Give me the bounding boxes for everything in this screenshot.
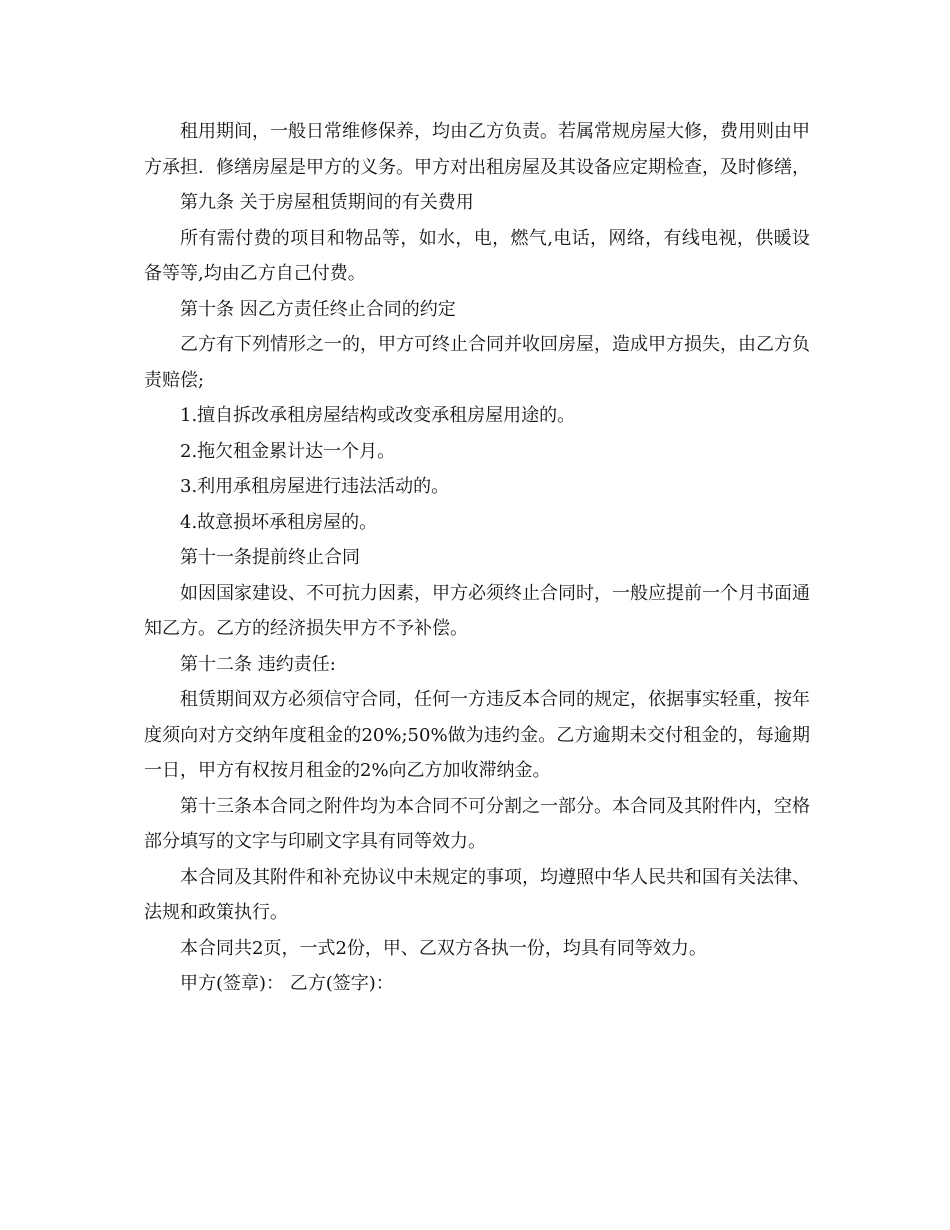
paragraph-termination-conditions: 乙方有下列情形之一的，甲方可终止合同并收回房屋，造成甲方损失，由乙方负责赔偿; bbox=[144, 334, 810, 391]
document-body bbox=[144, 114, 810, 1002]
heading-article-9: 第九条 关于房屋租赁期间的有关费用 bbox=[180, 192, 474, 213]
paragraph-maintenance: 租用期间，一般日常维修保养，均由乙方负责。若属常规房屋大修，费用则由甲方承担．修缮房屋是甲方的义务。甲方对出租房屋及其设备应定期检查，及时修缮， bbox=[144, 121, 810, 178]
list-item-4: 4.故意损坏承租房屋的。 bbox=[180, 511, 378, 533]
paragraph-liability: 租赁期间双方必须信守合同，任何一方违反本合同的规定，依据事实轻重，按年度须向对方交纳年度租金的20%;50%做为违约金。乙方逾期未交付租金的，每逾期一日，甲方有权按月租金的2%向乙方加收滞纳金。 bbox=[144, 689, 810, 781]
paragraph-early-termination: 如因国家建设、不可抗力因素，甲方必须终止合同时，一般应提前一个月书面通知乙方。乙方的经济损失甲方不予补偿。 bbox=[144, 582, 810, 639]
paragraph-article-13: 第十三条本合同之附件均为本合同不可分割之一部分。本合同及其附件内，空格部分填写的文字与印刷文字具有同等效力。 bbox=[144, 795, 810, 852]
list-item-1: 1.擅自拆改承租房屋结构或改变承租房屋用途的。 bbox=[180, 405, 576, 426]
heading-article-11: 第十一条提前终止合同 bbox=[180, 547, 360, 568]
heading-article-10: 第十条 因乙方责任终止合同的约定 bbox=[180, 298, 456, 320]
paragraph-copies: 本合同共2页，一式2份，甲、乙双方各执一份，均具有同等效力。 bbox=[180, 937, 707, 959]
signature-line: 甲方(签章)： 乙方(签字)： bbox=[180, 973, 394, 994]
paragraph-fees: 所有需付费的项目和物品等，如水，电，燃气,电话，网络，有线电视，供暖设备等等,均由乙方自己付费。 bbox=[144, 227, 810, 284]
heading-article-12: 第十二条 违约责任: bbox=[180, 653, 336, 675]
paragraph-law: 本合同及其附件和补充协议中未规定的事项，均遵照中华人民共和国有关法律、法规和政策执行。 bbox=[144, 866, 810, 923]
list-item-2: 2.拖欠租金累计达一个月。 bbox=[180, 440, 396, 462]
list-item-3: 3.利用承租房屋进行违法活动的。 bbox=[180, 476, 450, 497]
